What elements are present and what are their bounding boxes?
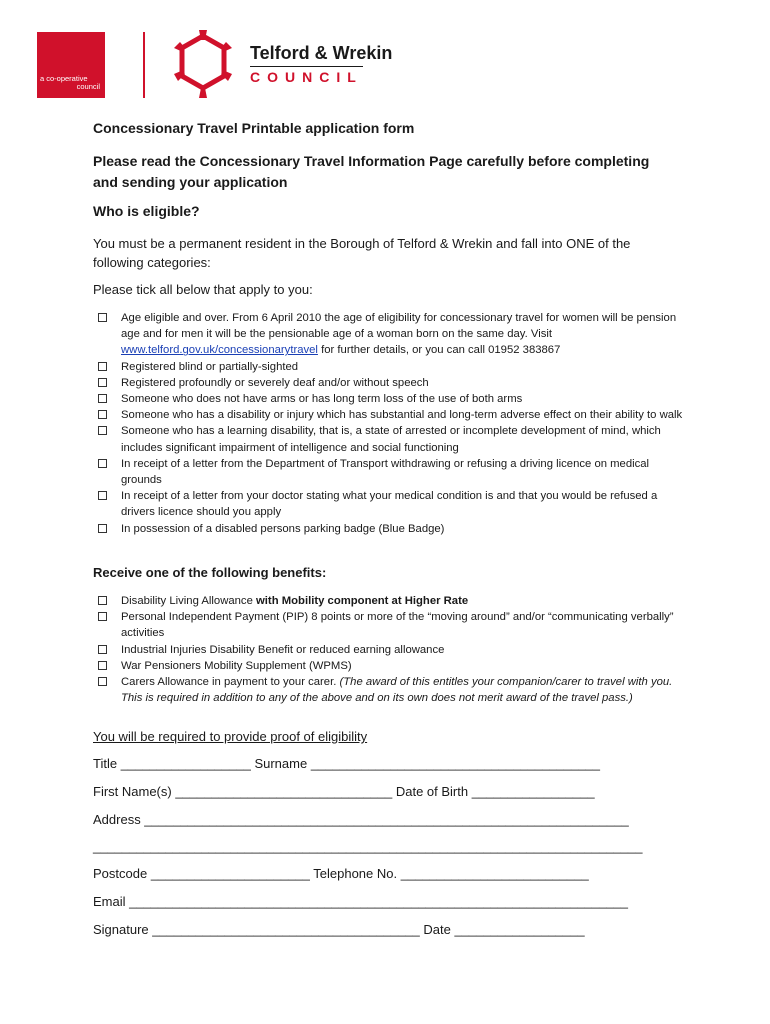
concessionary-travel-link[interactable]: www.telford.gov.uk/concessionarytravel [121, 344, 318, 357]
title-field[interactable]: Title __________________ [93, 756, 255, 771]
co-operative-council-logo [37, 32, 105, 98]
coop-logo-line2: council [76, 82, 100, 91]
benefit-checkbox[interactable] [98, 596, 107, 605]
benefit-checkbox[interactable] [98, 612, 107, 621]
header-divider [143, 32, 145, 98]
category-age-text-after: for further details, or you can call 01952 383867 [317, 344, 561, 357]
signature-field[interactable]: Signature _____________________________________ [93, 922, 424, 937]
telford-wrekin-emblem-icon [172, 30, 234, 98]
council-name: Telford & Wrekin [250, 43, 393, 63]
category-age [96, 310, 686, 359]
category-text: Someone who does not have arms or has long term loss of the use of both arms [121, 393, 523, 406]
address-field[interactable]: Address ___________________________________________________________________ [93, 812, 629, 827]
email-field[interactable]: Email _____________________________________________________________________ [93, 894, 628, 909]
benefits-heading: Receive one of the following benefits: [93, 565, 327, 580]
category-text: In possession of a disabled persons parking badge (Blue Badge) [121, 522, 445, 535]
read-notice: Please read the Concessionary Travel Information Page carefully before completing and sending your application [93, 153, 650, 190]
category-item [96, 488, 686, 520]
who-eligible-heading: Who is eligible? [93, 203, 200, 219]
category-checkbox[interactable] [98, 524, 107, 533]
category-item [96, 391, 686, 407]
benefit-wpms-text: War Pensioners Mobility Supplement (WPMS) [121, 659, 352, 672]
benefit-wpms [96, 658, 686, 674]
category-text: Someone who has a disability or injury which has substantial and long-term adverse effect on their ability to walk [121, 409, 683, 422]
address-line2-field[interactable]: ____________________________________________________________________________ [93, 839, 643, 854]
benefit-carers [96, 674, 686, 706]
benefit-carers-note: (The award of this entitles your companion/carer to travel with you. This is required in addition to any of the above and on its own does not merit award of the travel pass.) [121, 676, 673, 705]
council-word: COUNCIL [250, 69, 363, 85]
category-item [96, 375, 686, 391]
first-name-dob-row [93, 784, 638, 799]
benefit-pip-text: Personal Independent Payment (PIP) 8 points or more of the “moving around” and/or “communicating verbally” activities [121, 611, 674, 640]
tick-instruction: Please tick all below that apply to you: [93, 282, 313, 297]
benefit-checkbox[interactable] [98, 645, 107, 654]
category-text: In receipt of a letter from your doctor stating what your medical condition is and that you would be refused a drivers licence should you apply [121, 490, 658, 519]
date-of-birth-field[interactable]: Date of Birth _________________ [395, 784, 595, 799]
category-age-checkbox[interactable] [98, 313, 107, 322]
category-checkbox[interactable] [98, 491, 107, 500]
category-item [96, 359, 686, 375]
proof-notice: You will be required to provide proof of eligibility [93, 729, 368, 744]
surname-field[interactable]: Surname ________________________________________ [254, 756, 601, 771]
date-field[interactable]: Date __________________ [423, 922, 585, 937]
category-checkbox[interactable] [98, 362, 107, 371]
category-item [96, 521, 686, 537]
category-checkbox[interactable] [98, 410, 107, 419]
eligibility-category-list [96, 310, 686, 537]
postcode-field[interactable]: Postcode ______________________ [93, 866, 314, 881]
benefit-checkbox[interactable] [98, 677, 107, 686]
form-title: Concessionary Travel Printable application form [93, 120, 415, 136]
council-name-rule [250, 66, 363, 67]
benefit-checkbox[interactable] [98, 661, 107, 670]
benefits-list [96, 593, 686, 706]
category-text: Registered blind or partially-sighted [121, 360, 299, 373]
benefit-iidb [96, 642, 686, 658]
category-text: Someone who has a learning disability, that is, a state of arrested or incomplete development of mind, which includes significant impairment of intelligence and social functioning [121, 425, 661, 454]
resident-requirement: You must be a permanent resident in the Borough of Telford & Wrekin and fall into ONE of the following categories: [93, 236, 631, 270]
benefit-dla [96, 593, 686, 609]
category-item [96, 423, 686, 455]
benefit-dla-bold: with Mobility component at Higher Rate [256, 595, 469, 607]
benefit-carers-text: Carers Allowance in payment to your carer. [121, 676, 340, 689]
postcode-telephone-row [93, 866, 638, 881]
benefit-pip [96, 609, 686, 641]
category-item [96, 407, 686, 423]
first-name-field[interactable]: First Name(s) ______________________________ [93, 784, 396, 799]
telephone-field[interactable]: Telephone No. __________________________ [313, 866, 589, 881]
benefit-dla-text: Disability Living Allowance [121, 595, 256, 607]
category-checkbox[interactable] [98, 394, 107, 403]
category-checkbox[interactable] [98, 378, 107, 387]
benefit-iidb-text: Industrial Injuries Disability Benefit or reduced earning allowance [121, 643, 445, 656]
title-surname-row [93, 756, 638, 771]
signature-date-row [93, 922, 638, 937]
coop-logo-line1: a co-operative [40, 74, 88, 83]
category-age-text: Age eligible and over. From 6 April 2010 the age of eligibility for concessionary travel for women will be pension age and for men it will be the pensionable age of a woman born on the same day. Visit [121, 312, 677, 341]
category-text: Registered profoundly or severely deaf and/or without speech [121, 376, 429, 389]
category-checkbox[interactable] [98, 426, 107, 435]
category-checkbox[interactable] [98, 459, 107, 468]
category-text: In receipt of a letter from the Department of Transport withdrawing or refusing a driving licence on medical grounds [121, 457, 650, 487]
category-item [96, 456, 686, 488]
